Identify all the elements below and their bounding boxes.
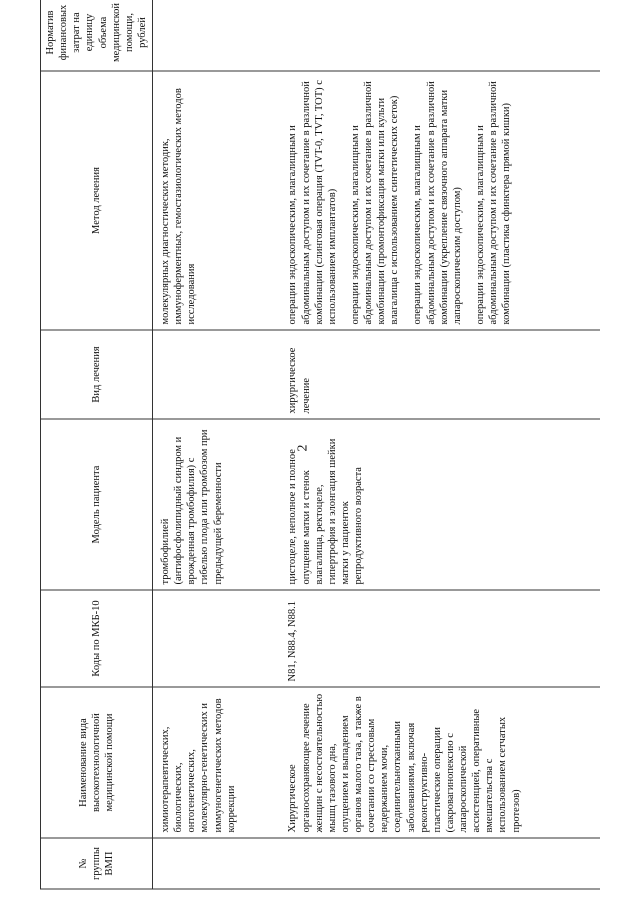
table-header-row: [41, 0, 153, 889]
cell-treatment-type: [153, 330, 284, 419]
row2-model: цистоцеле, неполное и полное опущение матки и стенок влагалища, ректоцеле, гипертрофия и элонгация шейки матки у пациенток репродуктивного возраста: [287, 438, 365, 585]
header-method: Метод лечения: [41, 71, 153, 330]
cell-num: [283, 838, 600, 889]
cell-model: [283, 419, 600, 590]
header-name: Наименование вида высокотехнологичной медицинской помощи: [41, 687, 153, 838]
row2-method-1: операции эндоскопическим, влагалищным и абдоминальным доступом и их сочетание в различной комбинации (слинговая операция (TVT-0, TVT, TOT) с использованием имплантатов): [287, 80, 338, 325]
header-model: Модель пациента: [41, 419, 153, 590]
row1-method: молекулярных диагностических методик, иммуноферментных, гемостазиологических методов исследования: [160, 88, 198, 325]
cell-num: [153, 838, 284, 889]
page-number: 2: [295, 444, 311, 452]
table-row: [283, 0, 600, 889]
table-row: [153, 0, 284, 889]
rotated-table-wrapper: [40, 2, 600, 890]
header-treatment-type: Вид лечения: [41, 330, 153, 419]
header-num: № группы ВМП: [41, 838, 153, 889]
cell-name: [283, 687, 600, 838]
row1-model: тромбофилией (антифосфолипидный синдром и врожденная тромбофилия) с гибелью плода или тромбозом при предыдущей беременности: [160, 429, 224, 585]
vmp-table: [40, 0, 600, 890]
row2-method-3: операции эндоскопическим, влагалищным и абдоминальным доступом и их сочетание в различной комбинации (укрепление связочного аппарата матки лапароскопическим доступом): [412, 81, 463, 325]
cell-method: [153, 71, 284, 330]
row2-method-4: операции эндоскопическим, влагалищным и абдоминальным доступом и их сочетание в различной комбинации (пластика сфинктера прямой кишки): [474, 81, 513, 325]
row2-codes: N81, N88.4, N88.1: [287, 601, 299, 682]
cell-model: [153, 419, 284, 590]
cell-name: [153, 687, 284, 838]
cell-norm: [283, 0, 600, 71]
cell-norm: [153, 0, 284, 71]
header-codes: Коды по МКБ-10: [41, 590, 153, 687]
cell-codes: [283, 590, 600, 687]
header-norm: Норматив финансовых затрат на единицу объема медицинской помощи, рублей: [41, 0, 153, 71]
row1-name: химиотерапевтических, биологических, онтогенетических, молекулярно-генетических и иммуногенетических методов коррекции: [160, 698, 237, 833]
cell-codes: [153, 590, 284, 687]
row2-method-2: операции эндоскопическим, влагалищным и абдоминальным доступом и их сочетание в различной комбинации (промонтофиксация матки или культи влагалища с использованием синтетических сеток): [349, 81, 401, 325]
row2-treatment-type: хирургическое лечение: [287, 347, 312, 414]
cell-method: [283, 71, 600, 330]
cell-treatment-type: [283, 330, 600, 419]
row2-name: Хирургическое органосохраняющее лечение женщин с несостоятельностью мышц тазового дна, опущением и выпадением органов малого таза, а также в сочетании со стрессовым недержанием мочи, соединительнотканными заболеваниями, включая реконструктивно-пластические операции (сакровагинопексию с лапароскопической ассистенцией, оперативные вмешательства с использованием сетчатых протезов): [287, 693, 522, 833]
